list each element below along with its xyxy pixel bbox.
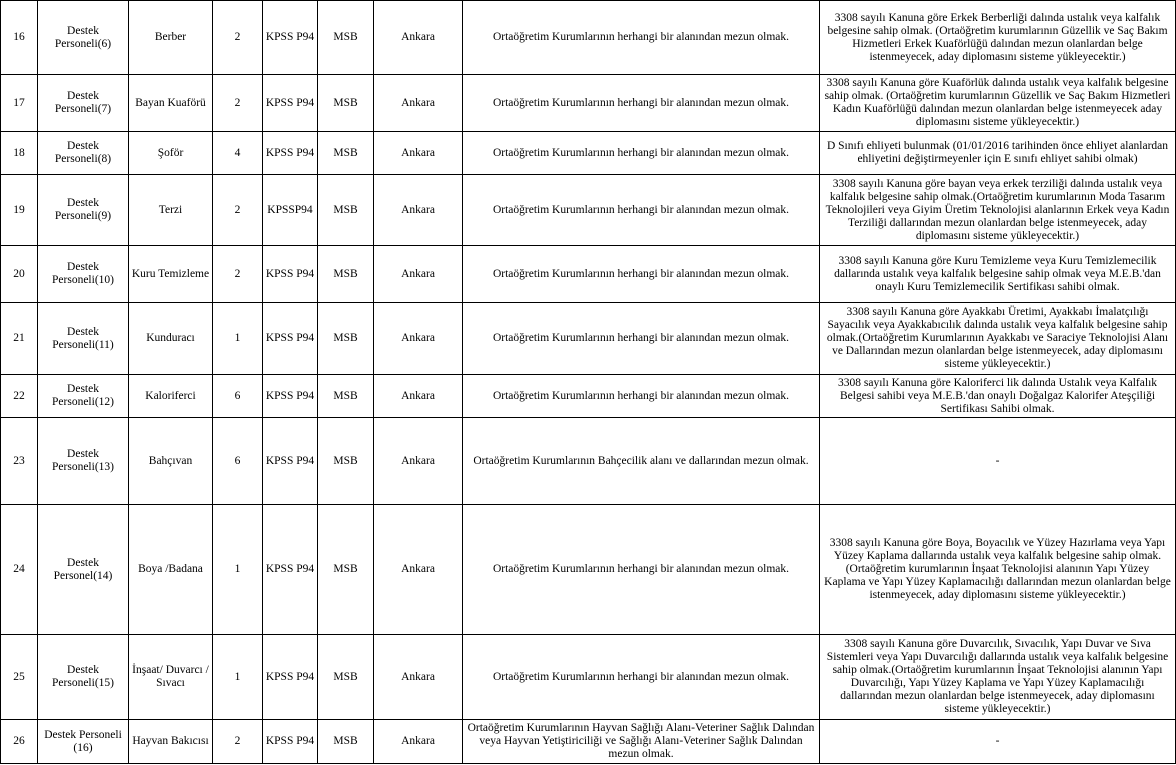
ministry: MSB bbox=[318, 246, 374, 303]
row-number: 19 bbox=[1, 175, 38, 246]
job-name: Boya /Badana bbox=[129, 505, 213, 635]
city: Ankara bbox=[374, 1, 463, 75]
job-name: Terzi bbox=[129, 175, 213, 246]
row-number: 26 bbox=[1, 720, 38, 764]
table-row bbox=[1, 132, 1176, 175]
job-name: Bayan Kuaförü bbox=[129, 75, 213, 132]
table-row bbox=[1, 175, 1176, 246]
position-count: 2 bbox=[213, 75, 263, 132]
position-count: 2 bbox=[213, 246, 263, 303]
row-number: 22 bbox=[1, 375, 38, 418]
exam-type: KPSS P94 bbox=[263, 132, 318, 175]
row-number: 24 bbox=[1, 505, 38, 635]
ministry: MSB bbox=[318, 505, 374, 635]
ministry: MSB bbox=[318, 720, 374, 764]
table-row bbox=[1, 375, 1176, 418]
certificate-requirement: 3308 sayılı Kanuna göre Kuru Temizleme veya Kuru Temizlemecilik dallarında ustalık veya kalfalık belgesine sahip olmak veya M.E.B.'dan onaylı Kuru Temizlemecilik Sertifikası sahibi olmak. bbox=[820, 246, 1176, 303]
table-row bbox=[1, 635, 1176, 720]
position-title: Destek Personeli(12) bbox=[38, 375, 129, 418]
row-number: 21 bbox=[1, 303, 38, 375]
position-count: 2 bbox=[213, 1, 263, 75]
position-title: Destek Personel(14) bbox=[38, 505, 129, 635]
job-name: Şoför bbox=[129, 132, 213, 175]
position-title: Destek Personeli(8) bbox=[38, 132, 129, 175]
exam-type: KPSS P94 bbox=[263, 505, 318, 635]
certificate-requirement: D Sınıfı ehliyeti bulunmak (01/01/2016 tarihinden önce ehliyet alanlardan ehliyetini değiştirmeyenler için E sınıfı ehliyet sahibi olmak) bbox=[820, 132, 1176, 175]
certificate-requirement: - bbox=[820, 418, 1176, 505]
ministry: MSB bbox=[318, 303, 374, 375]
exam-type: KPSS P94 bbox=[263, 303, 318, 375]
job-name: Hayvan Bakıcısı bbox=[129, 720, 213, 764]
table-row bbox=[1, 418, 1176, 505]
ministry: MSB bbox=[318, 418, 374, 505]
education-requirement: Ortaöğretim Kurumlarının herhangi bir alanından mezun olmak. bbox=[463, 505, 820, 635]
position-title: Destek Personeli(9) bbox=[38, 175, 129, 246]
position-count: 2 bbox=[213, 720, 263, 764]
certificate-requirement: 3308 sayılı Kanuna göre bayan veya erkek terziliği dalında ustalık veya kalfalık belgesine sahip olmak.(Ortaöğretim kurumlarının Moda Tasarım Teknolojileri veya Giyim Üretim Teknolojisi alanlarının Erkek veya Kadın Terziliği dallarından mezun olanlardan belge istenmeyecek, aday diplomasını sisteme yükleyecektir.) bbox=[820, 175, 1176, 246]
table-body bbox=[1, 1, 1176, 764]
city: Ankara bbox=[374, 303, 463, 375]
ministry: MSB bbox=[318, 132, 374, 175]
position-title: Destek Personeli(13) bbox=[38, 418, 129, 505]
job-name: Berber bbox=[129, 1, 213, 75]
city: Ankara bbox=[374, 75, 463, 132]
city: Ankara bbox=[374, 635, 463, 720]
ministry: MSB bbox=[318, 635, 374, 720]
education-requirement: Ortaöğretim Kurumlarının herhangi bir alanından mezun olmak. bbox=[463, 132, 820, 175]
job-name: Bahçıvan bbox=[129, 418, 213, 505]
exam-type: KPSS P94 bbox=[263, 246, 318, 303]
position-title: Destek Personeli(6) bbox=[38, 1, 129, 75]
position-count: 4 bbox=[213, 132, 263, 175]
position-count: 1 bbox=[213, 505, 263, 635]
ministry: MSB bbox=[318, 175, 374, 246]
job-name: Kaloriferci bbox=[129, 375, 213, 418]
position-title: Destek Personeli(10) bbox=[38, 246, 129, 303]
table-row bbox=[1, 246, 1176, 303]
table-row bbox=[1, 720, 1176, 764]
ministry: MSB bbox=[318, 1, 374, 75]
position-title: Destek Personeli (16) bbox=[38, 720, 129, 764]
position-count: 6 bbox=[213, 375, 263, 418]
table-row bbox=[1, 303, 1176, 375]
certificate-requirement: 3308 sayılı Kanuna göre Ayakkabı Üretimi, Ayakkabı İmalatçılığı Sayacılık veya Ayakkabıcılık dalında ustalık veya kalfalık belgesine sahip olmak.(Ortaöğretim Kurumlarının Ayakkabı ve Saraciye Teknolojisi Alanı ve Dallarından mezun olanlardan belge istenmeyecek, aday diplomasını sisteme yükleyecektir.) bbox=[820, 303, 1176, 375]
row-number: 23 bbox=[1, 418, 38, 505]
education-requirement: Ortaöğretim Kurumlarının herhangi bir alanından mezun olmak. bbox=[463, 75, 820, 132]
city: Ankara bbox=[374, 418, 463, 505]
exam-type: KPSS P94 bbox=[263, 375, 318, 418]
education-requirement: Ortaöğretim Kurumlarının herhangi bir alanından mezun olmak. bbox=[463, 1, 820, 75]
exam-type: KPSS P94 bbox=[263, 1, 318, 75]
table-row bbox=[1, 505, 1176, 635]
city: Ankara bbox=[374, 132, 463, 175]
exam-type: KPSS P94 bbox=[263, 635, 318, 720]
city: Ankara bbox=[374, 175, 463, 246]
city: Ankara bbox=[374, 505, 463, 635]
table-row bbox=[1, 75, 1176, 132]
education-requirement: Ortaöğretim Kurumlarının Bahçecilik alanı ve dallarından mezun olmak. bbox=[463, 418, 820, 505]
certificate-requirement: 3308 sayılı Kanuna göre Erkek Berberliği dalında ustalık veya kalfalık belgesine sahip olmak. (Ortaöğretim kurumlarının Güzellik ve Saç Bakım Hizmetleri Erkek Kuaförlüğü dalından mezun olanlardan belge istenmeyecek, aday diplomasını sisteme yükleyecektir.) bbox=[820, 1, 1176, 75]
exam-type: KPSS P94 bbox=[263, 720, 318, 764]
certificate-requirement: 3308 sayılı Kanuna göre Duvarcılık, Sıvacılık, Yapı Duvar ve Sıva Sistemleri veya Yapı Duvarcılığı dallarında ustalık veya kalfalık belgesine sahip olmak.(Ortaöğretim kurumlarının İnşaat Teknolojisi alanının Yapı Duvarcılığı, Yapı Yüzey Kaplama ve Yapı Yüzey Kaplamacılığı dallarından mezun olanlardan belge istenmeyecek, aday diplomasını sisteme yükleyecektir.) bbox=[820, 635, 1176, 720]
education-requirement: Ortaöğretim Kurumlarının herhangi bir alanından mezun olmak. bbox=[463, 175, 820, 246]
row-number: 20 bbox=[1, 246, 38, 303]
job-name: Kunduracı bbox=[129, 303, 213, 375]
education-requirement: Ortaöğretim Kurumlarının herhangi bir alanından mezun olmak. bbox=[463, 303, 820, 375]
position-title: Destek Personeli(15) bbox=[38, 635, 129, 720]
exam-type: KPSSP94 bbox=[263, 175, 318, 246]
ministry: MSB bbox=[318, 75, 374, 132]
row-number: 25 bbox=[1, 635, 38, 720]
city: Ankara bbox=[374, 720, 463, 764]
position-count: 2 bbox=[213, 175, 263, 246]
city: Ankara bbox=[374, 246, 463, 303]
row-number: 18 bbox=[1, 132, 38, 175]
row-number: 16 bbox=[1, 1, 38, 75]
position-count: 1 bbox=[213, 303, 263, 375]
certificate-requirement: - bbox=[820, 720, 1176, 764]
job-name: Kuru Temizleme bbox=[129, 246, 213, 303]
row-number: 17 bbox=[1, 75, 38, 132]
exam-type: KPSS P94 bbox=[263, 75, 318, 132]
education-requirement: Ortaöğretim Kurumlarının herhangi bir alanından mezun olmak. bbox=[463, 246, 820, 303]
city: Ankara bbox=[374, 375, 463, 418]
table-row bbox=[1, 1, 1176, 75]
position-count: 6 bbox=[213, 418, 263, 505]
position-title: Destek Personeli(7) bbox=[38, 75, 129, 132]
certificate-requirement: 3308 sayılı Kanuna göre Boya, Boyacılık ve Yüzey Hazırlama veya Yapı Yüzey Kaplama dallarında ustalık veya kalfalık belgesine sahip olmak. (Ortaöğretim kurumlarının İnşaat Teknolojisi alanının Yapı Yüzey Kaplama ve Yapı Yüzey Kaplamacılığı dallarından mezun olanlardan belge istenmeyecek, aday diplomasını sisteme yükleyecektir.) bbox=[820, 505, 1176, 635]
position-count: 1 bbox=[213, 635, 263, 720]
ministry: MSB bbox=[318, 375, 374, 418]
exam-type: KPSS P94 bbox=[263, 418, 318, 505]
education-requirement: Ortaöğretim Kurumlarının herhangi bir alanından mezun olmak. bbox=[463, 375, 820, 418]
education-requirement: Ortaöğretim Kurumlarının herhangi bir alanından mezun olmak. bbox=[463, 635, 820, 720]
position-title: Destek Personeli(11) bbox=[38, 303, 129, 375]
certificate-requirement: 3308 sayılı Kanuna göre Kuaförlük dalında ustalık veya kalfalık belgesine sahip olmak. (Ortaöğretim kurumlarının Güzellik ve Saç Bakım Hizmetleri Kadın Kuaförlüğü dalından mezun olanlardan belge istenmeyecek aday diplomasını sisteme yükleyecektir.) bbox=[820, 75, 1176, 132]
job-name: İnşaat/ Duvarcı / Sıvacı bbox=[129, 635, 213, 720]
certificate-requirement: 3308 sayılı Kanuna göre Kaloriferci lik dalında Ustalık veya Kalfalık Belgesi sahibi veya M.E.B.'dan onaylı Doğalgaz Kalorifer Ateşçiliği Sertifikası Sahibi olmak. bbox=[820, 375, 1176, 418]
education-requirement: Ortaöğretim Kurumlarının Hayvan Sağlığı Alanı-Veteriner Sağlık Dalından veya Hayvan Yetiştiriciliği ve Sağlığı Alanı-Veteriner Sağlık Dalından mezun olmak. bbox=[463, 720, 820, 764]
